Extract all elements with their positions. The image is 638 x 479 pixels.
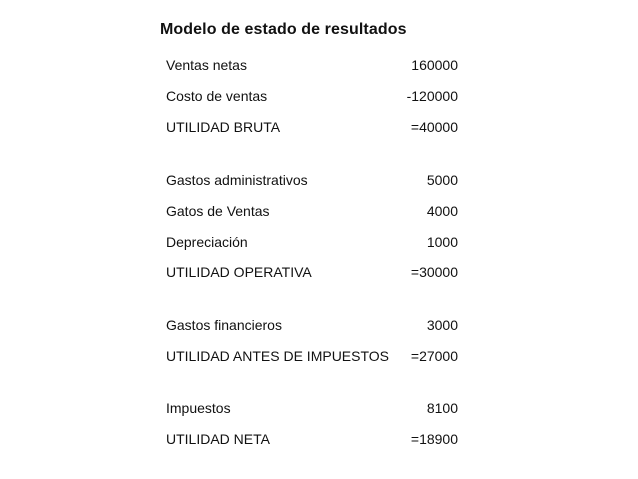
- row-impuestos: [166, 398, 458, 418]
- row-value: 1000: [426, 234, 458, 250]
- row-label: UTILIDAD BRUTA: [166, 119, 281, 135]
- row-value: 4000: [426, 203, 458, 219]
- row-value: -120000: [406, 88, 458, 104]
- row-utilidad-antes-de-impuestos: [166, 346, 458, 366]
- row-label: UTILIDAD OPERATIVA: [166, 264, 312, 280]
- row-label: Impuestos: [166, 400, 231, 416]
- row-label: UTILIDAD ANTES DE IMPUESTOS: [166, 348, 390, 364]
- row-label: Gastos financieros: [166, 317, 282, 333]
- row-gatos-de-ventas: [166, 201, 458, 221]
- row-costo-de-ventas: [166, 86, 458, 106]
- row-label: Gastos administrativos: [166, 172, 308, 188]
- income-statement-table: [166, 0, 458, 479]
- row-gastos-financieros: [166, 315, 458, 335]
- document-title: Modelo de estado de resultados: [160, 21, 407, 38]
- row-value: =18900: [410, 431, 458, 447]
- row-utilidad-operativa: [166, 262, 458, 282]
- row-value: =40000: [410, 119, 458, 135]
- row-utilidad-bruta: [166, 117, 458, 137]
- row-utilidad-neta: [166, 429, 458, 449]
- row-ventas-netas: [166, 55, 458, 75]
- row-value: 8100: [426, 400, 458, 416]
- row-label: Gatos de Ventas: [166, 203, 270, 219]
- row-value: 160000: [411, 57, 458, 73]
- row-label: Depreciación: [166, 234, 248, 250]
- row-depreciacion: [166, 232, 458, 252]
- row-label: Costo de ventas: [166, 88, 268, 104]
- row-label: Ventas netas: [166, 57, 247, 73]
- row-value: =27000: [410, 348, 458, 364]
- row-gastos-administrativos: [166, 170, 458, 190]
- row-value: 3000: [426, 317, 458, 333]
- row-label: UTILIDAD NETA: [166, 431, 270, 447]
- row-value: =30000: [410, 264, 458, 280]
- row-value: 5000: [426, 172, 458, 188]
